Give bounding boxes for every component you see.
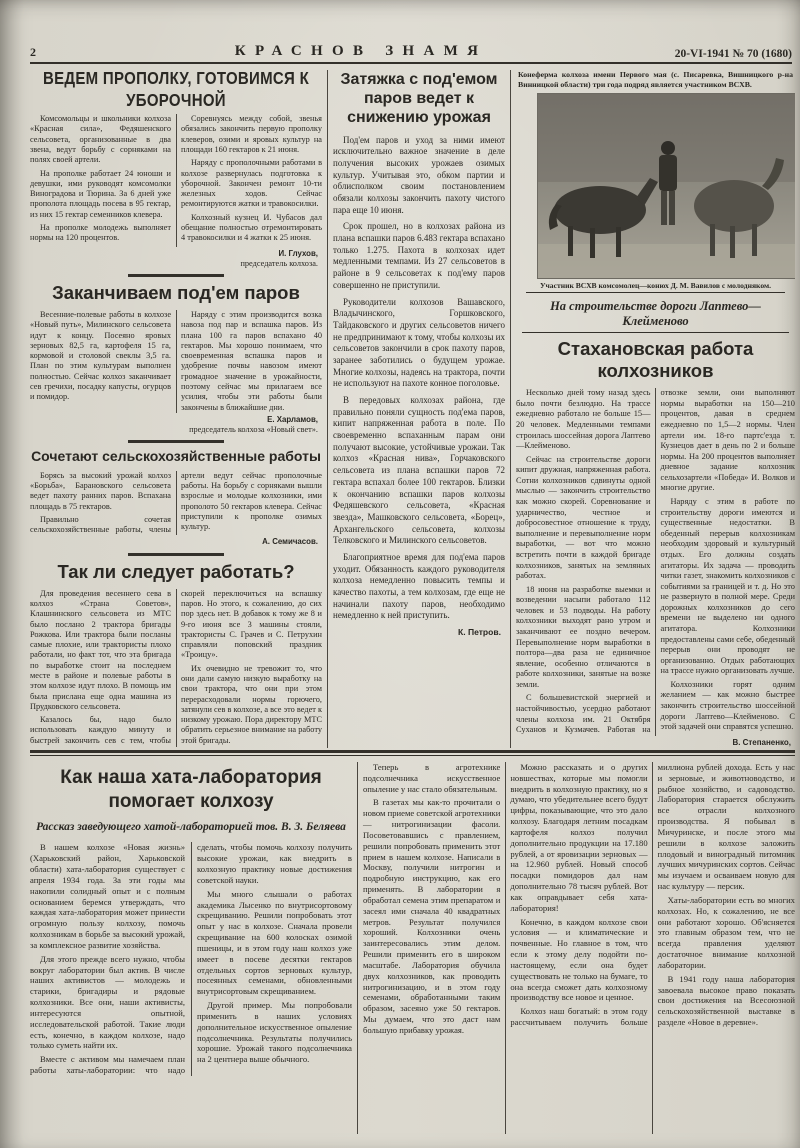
paragraph: Казалось бы, надо было использовать каждую минуту и быстрей закончить сев с тем, чтобы скорей переключиться на вспашку паров. Но этого, к сожалению, до сих пор здесь нет. В добавок к тому же 8 и 9-го июня все 3 машины стояли, трактористы С. Грачев и С. Петрухин справляли поповский праздник «Троицу». bbox=[30, 588, 322, 745]
section-divider bbox=[30, 750, 795, 756]
paragraph: Мы много слышали о работах академика Лысенко по внутрисортовому скрещиванию. Решили попробовать этот опыт у нас в колхозе. Сначала провели скрещивание на 600 колосках озимой пшеницы, и в этом году наш колхоз уже имеет в посеве десятки гектаров отдельных сортов зерновых культур, посеянных семенами, обновленными внутрисортовым скрещиванием. bbox=[197, 888, 352, 997]
article-weeding bbox=[30, 72, 322, 269]
paragraph: Колхоз наш богатый: в этом году рассчитываем получить больше миллиона рублей дохода. Есть у нас и зерновые, и животноводство, и рыбное хозяйство, и садоводство. Лаборатория старается обслужить все отрасли колхозного производства. Я побывал в Мичуринске, и после этого мы решили в колхозе заложить плодовый и виноградный питомник лучших мичуринских сортов. Сейчас мы изучаем и осваиваем новую для нас культуру — персик. bbox=[510, 762, 795, 1028]
paragraph: Другой пример. Мы попробовали применить в наших условиях дополнительное искусственное опыление подсолнечника. Результаты получились хорошие. Урожай такого подсолнечника на 2 центнера выше обычного. bbox=[197, 1000, 352, 1065]
paragraph: В газетах мы как-то прочитали о новом приеме советской агротехники — нитрогинизации фасоли. Посоветовавшись с правлением, решили попробовать применить этот прием в нашем колхозе. Написали в Москву, получили нитрогин и подробную инструкцию, как его применять. В лаборатории я обработал семена этим препаратом и засеял ими сначала 40 квадратных метров. Результат получился хороший. Колхозники очень заинтересовались этим делом. Решили применить его в широком масштабе. Лаборатория обучила двух колхозников, как проводить нитрогинизацию, и в этом году семенами, обработанными таким образом, засеяно уже 50 гектаров. Мы думаем, что это даст нам большую прибавку урожая. bbox=[363, 797, 501, 1035]
article-divider bbox=[128, 553, 224, 556]
paragraph: Хаты-лаборатории есть во многих колхозах. Но, к сожалению, не все они работают хорошо. Об'ясняется это главным образом тем, что не всегда правления уделяют достаточное внимание колхозной лаборатории. bbox=[657, 894, 795, 970]
signature bbox=[333, 627, 501, 639]
signature-name: Е. Харламов, bbox=[267, 414, 318, 424]
column-rule bbox=[327, 70, 328, 748]
photo-caption-top: Конеферма колхоза имени Первого мая (с. Писаревка, Вишницкого р-на Винницкой области) три года подряд является участником ВСХВ. bbox=[518, 70, 793, 90]
paragraph: Благоприятное время для под'ема паров уходит. Обязанность каждого руководителя колхоза немедленно повысить темпы и качество пахоты, а тем колхозам, где еще не начинали пахоту паров, необходимо немедленно к ней приступить. bbox=[333, 551, 505, 621]
article-combine-title: Сочетают сельскохозяйственные работы bbox=[31, 448, 321, 465]
paragraph: Теперь в агротехнике подсолнечника искусственное опыление у нас стало обязательным. bbox=[363, 762, 501, 794]
paragraph: В 1941 году наша лаборатория завоевала высокое право показать свои достижения на Всесоюзной сельскохозяйственной выставке в разделе «Новое в деревне». bbox=[657, 973, 795, 1028]
masthead-rule bbox=[30, 62, 792, 64]
paragraph: Весенние-полевые работы в колхозе «Новый путь», Милинского сельсовета идут к концу. Посеяно яровых зерновых 82,5 га, картофеля 15 га, кормовой и столовой свеклы 3,5 га. План по этим культурам выполнен полностью. Сейчас колхоз заканчивает сев гречихи, посадку капусты, огурцов и помидор. bbox=[30, 310, 171, 402]
paragraph: Наряду с этим производится возка навоза под пар и вспашка паров. Из плана 100 га паров вспахано 40 гектаров. Мы хорошо понимаем, что своевременная вспашка паров и удобрение почвы навозом имеют громадное значение в урожайности, поэтому сейчас мы прилагаем все усилия, чтобы эти работы были закончены в ближайшие дни. bbox=[181, 310, 322, 412]
article-stakhanov bbox=[516, 299, 795, 748]
article-combine bbox=[30, 448, 322, 547]
middle-region bbox=[333, 70, 505, 748]
paragraph: Комсомольцы и школьники колхоза «Красная сила», Федяшенского сельсовета, организованные в два звена, ведут борьбу с сорняками на полях своей артели. bbox=[30, 114, 171, 165]
photo-caption-bottom: Участник ВСХВ комсомолец—конюх Д. М. Вавилов с молодняком. bbox=[526, 281, 785, 293]
article-stakhanov-kicker: На строительстве дороги Лаптево—Клейменово bbox=[522, 299, 789, 333]
article-weeding-title: ВЕДЕМ ПРОПОЛКУ, ГОТОВИМСЯ К УБОРОЧНОЙ bbox=[42, 70, 310, 111]
signature-name: В. Степаненко, bbox=[732, 737, 791, 747]
article-delay bbox=[333, 70, 505, 639]
paragraph: Несколько дней тому назад здесь было почти безлюдно. На трассе ежедневно работало не больше 15—20 человек. Медленными темпами строилась шоссейная дорога Лаптево—Клейменово. bbox=[516, 388, 651, 451]
signature bbox=[30, 537, 318, 547]
paragraph: Их очевидно не тревожит то, что они дали самую низкую выработку на свои трактора, что они при этом перерасходовали нормы горючего, затянули сев в колхозе, а все это ведет к низкому урожаю. Пора директору МТС обратить серьезное внимание на работу этой бригады. bbox=[181, 663, 322, 745]
signature bbox=[516, 738, 791, 748]
paragraph: Соревнуясь между собой, звенья обязались закончить первую прополку клеверов, озими и яровых культур на площади 160 гектаров к 21 июня. bbox=[181, 114, 322, 155]
paragraph: В передовых колхозах района, где правильно поняли сущность под'ема паров, кипит напряженная работа в поле. По своевременно вспаханным парам они получают высокие, устойчивые урожаи. Так колхоз «Красная нива», Горчаковского сельсовета из плана вспашки паров 72 гектара вспахал более 100 гектаров. Близки к окончанию вспашки паров колхозы Федяшевского сельсовета, «Красная звезда», Машковского сельсовета, «Борец», Архангельского сельсовета, колхозы Телковского и Милинского сельсоветов. bbox=[333, 395, 505, 546]
photo-horses-illustration bbox=[538, 94, 795, 278]
article-fallow-title: Заканчиваем под'ем паров bbox=[52, 282, 300, 304]
signature-name: А. Семичасов. bbox=[262, 537, 318, 547]
newspaper-title: КРАСНОВ ЗНАМЯ bbox=[234, 43, 488, 59]
article-delay-title: Затяжка с под'емом паров ведет к снижению урожая bbox=[340, 71, 498, 127]
paragraph: Руководители колхозов Вашавского, Владычинского, Горшковского, Тайдаковского и других сельсоветов ничего не предпринимают к тому, чтобы колхозы их сельсоветов закончили в срок пахоту паров, заранее заботились о будущем урожае. Многие колхозы, надеясь на трактора, почти не используют на пахоте конное поголовье. bbox=[333, 296, 505, 389]
signature bbox=[30, 249, 318, 270]
lab-article-left bbox=[30, 762, 352, 1134]
signature-role bbox=[516, 747, 791, 748]
article-work-question bbox=[30, 561, 322, 748]
paragraph: Под'ем паров и уход за ними имеют исключительно важное значение в деле получения высоких урожаев озимых культур. Учитывая это, обком партии и облисполком своим постановлением обязали колхозы закончить пахоту чистого пара еще 10 июня. bbox=[333, 134, 505, 215]
article-fallow bbox=[30, 282, 322, 435]
paragraph: Вместе с активом мы намечаем план работы хаты-лаборатории: что надо сделать, чтобы помочь колхозу получить высокие урожаи, как внедрить в колхозную практику новые достижения советской науки. bbox=[30, 842, 352, 1075]
paragraph: Колхозный кузнец И. Чубасов дал обещание полностью отремонтировать 4 травокосилки и 4 жатки к 25 июня. bbox=[181, 212, 322, 243]
right-region bbox=[516, 70, 795, 748]
article-stakhanov-title: Стахановская работа колхозников bbox=[557, 338, 754, 382]
left-region bbox=[30, 70, 322, 748]
column-rule bbox=[357, 762, 358, 1134]
issue-date: 20-VI-1941 № 70 (1680) bbox=[674, 48, 792, 60]
lab-article-body-right bbox=[363, 762, 795, 1134]
article-weeding-body bbox=[30, 114, 322, 246]
paragraph: Для этого прежде всего нужно, чтобы вокруг лаборатории был актив. В числе наших активистов — молодежь и старики, бригадиры и рядовые колхозники. Все они, наши активисты, интересуются опытной, исследовательской работой. Такие люди есть, конечно, в каждом колхозе, надо только суметь найти их. bbox=[30, 953, 185, 1051]
lab-article-subtitle: Рассказ заведующего хатой-лабораторией тов. В. З. Беляева bbox=[36, 820, 346, 833]
paragraph: Борясь за высокий урожай колхоз «Борьба», Барановского сельсовета ведет пахоту ранних паров. Вспахана площадь в 75 гектаров. bbox=[30, 470, 171, 511]
signature-name: К. Петров. bbox=[457, 627, 501, 638]
paragraph: Конечно, в каждом колхозе свои условия — и климатические и почвенные. Но главное в том, что если к этому делу подойти по-настоящему, если она будет существовать не только на бумаге, то она всегда сможет дать колхозному производству все новое и ценное. bbox=[510, 916, 648, 1003]
signature bbox=[30, 415, 318, 436]
signature-role: председатель колхоза «Новый свет». bbox=[189, 425, 318, 435]
paragraph: Можно рассказать и о других новшествах, которые мы помогли внедрить в колхозную практику, но я думаю, что убедительнее всего будут цифры, показывающие, что это дало колхозу. Благодаря летним посадкам картофеля колхоз получил дополнительно продукции на 17.180 рублей, а от яровизации зерновых — на 12.960 рублей. Новый способ посадки помидоров дал нам дополнительно 78 тысяч рублей. Вот как оправдывает себя хата-лаборатория! bbox=[510, 762, 648, 913]
article-delay-body bbox=[333, 135, 505, 623]
masthead bbox=[30, 36, 792, 60]
paragraph: Срок прошел, но в колхозах района из плана вспашки паров 6.483 гектара вспахано только 1.275. Пахота в колхозах идет медленными темпами. Из 27 сельсоветов в районе в 9 сельсоветах к под'ему паров совершенно не приступили. bbox=[333, 221, 505, 290]
paragraph: Наряду с этим в работе по строительству дороги имеются и существенные недостатки. В обеденный перерыв колхозникам необходим здоровый и культурный отдых. Его должны создать агитаторы. Их задача — проводить читки газет, знакомить колхозников с событиями за границей и т. д. Но это не развернуто в полной мере. Среди дорожных колхозников до сего времени не выделено ни одного агитатора. Колхозники предоставлены сами себе, обеденный перерыв они проводят не организованно. Отдых работающих на трассе нужно организовать лучше. bbox=[660, 497, 795, 676]
article-stakhanov-body bbox=[516, 388, 795, 736]
column-rule bbox=[510, 70, 511, 748]
signature-name: И. Глухов, bbox=[278, 248, 318, 258]
signature-role: председатель колхоза. bbox=[240, 258, 318, 268]
paragraph: Колхозники горят одним желанием — как можно быстрее закончить строительство шоссейной дороги Лаптево—Клейменово. С этой задачей они справятся успешно. bbox=[660, 679, 795, 732]
paragraph: На прополке молодежь выполняет нормы на 120 процентов. bbox=[30, 223, 171, 243]
page-number: 2 bbox=[30, 45, 36, 59]
paragraph: Для проведения весеннего сева в колхоз «Страна Советов», Клашнинского сельсовета из МТС было послано 2 трактора бригады Рожкова. Или трактора были посланы самые плохие, или трактористы плохо работали, но факт тот, что эта бригада по выработке стоит на последнем месте в районе и полевые работы в этом колхозе идут плохо. В помощь им была прислана еще одна машина из Прудковского сельсовета. bbox=[30, 588, 171, 711]
bottom-section bbox=[30, 762, 795, 1134]
article-work-question-title: Так ли следует работать? bbox=[57, 560, 295, 582]
paragraph: В нашем колхозе «Новая жизнь» (Харьковский район, Харьковской области) хата-лаборатория существует с апреля 1934 года. За эти годы мы накопили солидный опыт и с полным основанием беремся утверждать, что каждая хата-лаборатория может принести огромную пользу колхозу, помочь колхозникам в борьбе за высокий урожай, за комплексное развитие хозяйства. bbox=[30, 842, 185, 950]
paragraph: 18 июня на разработке выемки и возведении насыпи работало 112 человек и 53 подводы. На работу колхозники выходят рано утром и заканчивают ее поздно вечером. Перевыполнение норм выработки в полтора—два раза не единичное явление, особенно отличаются в работе колхозники, занятые на возке земли. bbox=[516, 584, 651, 689]
lab-article-title: Как наша хата-лаборатория помогает колхозу bbox=[60, 767, 322, 812]
article-work-question-body bbox=[30, 589, 322, 748]
article-divider bbox=[128, 440, 224, 443]
article-divider bbox=[128, 274, 224, 277]
paragraph: Правильно сочетая сельскохозяйственные работы, члены артели ведут сейчас прополочные работы. На борьбу с сорняками вышли взрослые и молодые колхозники, ими прополото 50 гектаров клевера. Сейчас приступили к прополке озимых культур. bbox=[30, 470, 322, 535]
paragraph: На прополке работает 24 юноши и девушки, ими руководят комсомолки Виноградова и Тюрина. За 6 дней уже прополота площадь посева в 95 гектар, из них 15 гектар семенников клевера. bbox=[30, 168, 171, 219]
paragraph: Наряду с прополочными работами в колхозе развернулась подготовка к уборочной. Закончен ремонт 10-ти железных ходов. Сейчас ремонтируются жатки и травокосилки. bbox=[181, 158, 322, 209]
photo-horses bbox=[538, 94, 795, 278]
paragraph: Сейчас на строительстве дороги кипит дружная, напряженная работа. Сотни колхозников сдвинуты одной мыслью — закончить строительство как можно скорей. Соревнование и ударничество, честное и добросовестное отношение к труду, выполнение и перевыполнение норм выработки, — вот что можно встретить почти в каждой бригаде колхозников, занятых на земляных работах. bbox=[516, 454, 651, 581]
article-fallow-body bbox=[30, 310, 322, 413]
paragraph: С большевистской энергией и настойчивостью, усердно работают члены колхоза им. 21 Октября Суханов и Кузмачев. Работая на отвозке земли, они выполняют нормы выработки на 150—210 процентов, давая в среднем ежедневно по 1,5—2 нормы. Член артели им. 18-го партс'езда т. Кузнецов дает в день по 2 и больше нормы. На 200 процентов выполняет дневное задание колхозник сельхозартели «Победа» И. Волков и многие другие. bbox=[516, 388, 795, 735]
article-combine-body bbox=[30, 471, 322, 536]
lab-article-body-left bbox=[30, 842, 352, 1075]
top-section bbox=[30, 70, 795, 748]
